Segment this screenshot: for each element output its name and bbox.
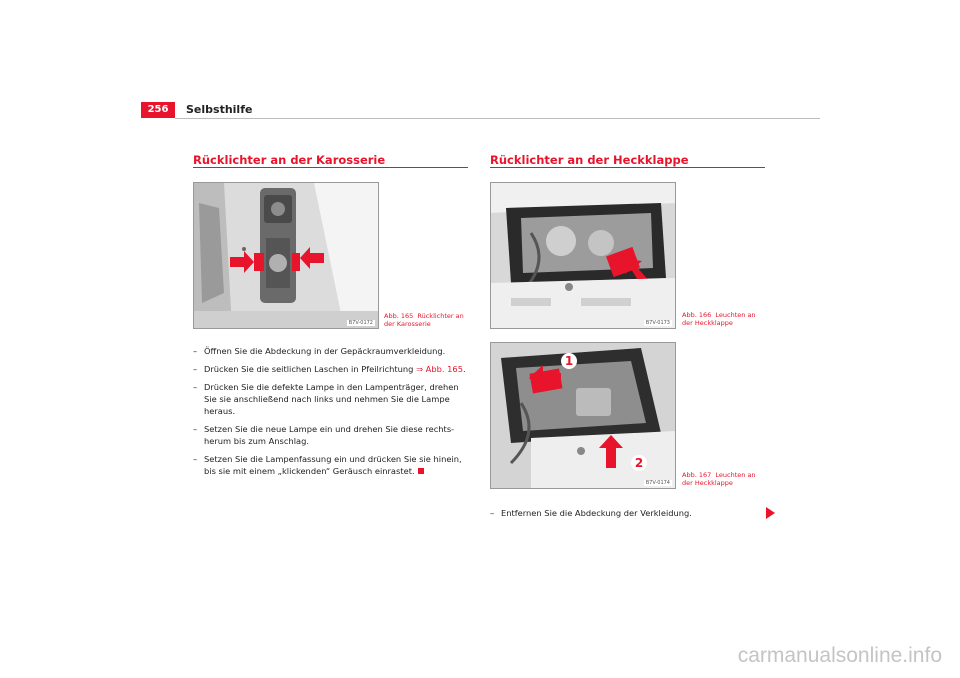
callout-marker-1: 1: [561, 353, 577, 369]
figure-166-code: B7V-0173: [645, 320, 670, 326]
step-item: [193, 363, 469, 375]
step-suffix: .: [463, 364, 466, 374]
section-title-karosserie: Rücklichter an der Karosserie: [193, 153, 386, 167]
chapter-title: Selbsthilfe: [186, 103, 253, 116]
step-item: [193, 453, 469, 477]
figure-166: [490, 182, 676, 329]
step-dash: –: [193, 424, 198, 434]
caption-text-165: Rücklichter an der Karosserie: [384, 312, 464, 328]
figure-167: [490, 342, 676, 489]
step-dash: –: [490, 508, 495, 518]
section-title-heckklappe: Rücklichter an der Heckklappe: [490, 153, 689, 167]
figure-165: [193, 182, 379, 329]
step-text: Drücken Sie die defekte Lampe in den Lampenträger, drehen Sie sie anschließend nach links und nehmen Sie die Lampe heraus.: [204, 382, 459, 416]
figure-165-illustration: [194, 183, 378, 328]
step-dash: –: [193, 454, 198, 464]
figure-167-caption: [682, 471, 767, 487]
step-dash: –: [193, 346, 198, 356]
caption-abb-165: Abb. 165: [384, 312, 414, 320]
step-text: Entfernen Sie die Abdeckung der Verkleidung.: [501, 508, 692, 518]
figure-166-caption: [682, 311, 767, 327]
step-dash: –: [193, 364, 198, 374]
section-divider-right: [490, 167, 765, 168]
steps-list-right: [490, 507, 766, 525]
caption-abb-166: Abb. 166: [682, 311, 712, 319]
figure-165-caption: [384, 312, 469, 328]
page-number: 256: [141, 102, 175, 118]
caption-text-166: Leuchten an der Heckklappe: [682, 311, 756, 327]
step-text: Drücken Sie die seitlichen Laschen in Pfeilrichtung: [204, 364, 417, 374]
step-text: Setzen Sie die Lampenfassung ein und drücken Sie sie hinein, bis sie mit einem „klickenden“ Geräusch einrastet.: [204, 454, 462, 476]
step-dash: –: [193, 382, 198, 392]
header-divider: [175, 118, 820, 119]
step-item: [490, 507, 766, 519]
section-divider-left: [193, 167, 468, 168]
figure-166-illustration: [491, 183, 675, 328]
figure-167-code: B7V-0174: [645, 480, 670, 486]
step-item: [193, 381, 469, 417]
caption-text-167: Leuchten an der Heckklappe: [682, 471, 756, 487]
figure-165-code: B7V-0172: [348, 320, 373, 326]
callout-marker-2: 2: [631, 455, 647, 471]
caption-abb-167: Abb. 167: [682, 471, 712, 479]
step-text: Öffnen Sie die Abdeckung in der Gepäckraumverkleidung.: [204, 346, 446, 356]
figure-reference-link[interactable]: ⇒ Abb. 165: [416, 364, 463, 374]
step-item: [193, 423, 469, 447]
step-item: [193, 345, 469, 357]
figure-167-illustration: [491, 343, 675, 488]
section-end-icon: [418, 468, 424, 474]
step-text: Setzen Sie die neue Lampe ein und drehen Sie diese rechts-herum bis zum Anschlag.: [204, 424, 455, 446]
steps-list-left: [193, 345, 469, 483]
watermark-text: carmanualsonline.info: [737, 644, 942, 667]
continue-arrow-icon: [765, 507, 775, 519]
